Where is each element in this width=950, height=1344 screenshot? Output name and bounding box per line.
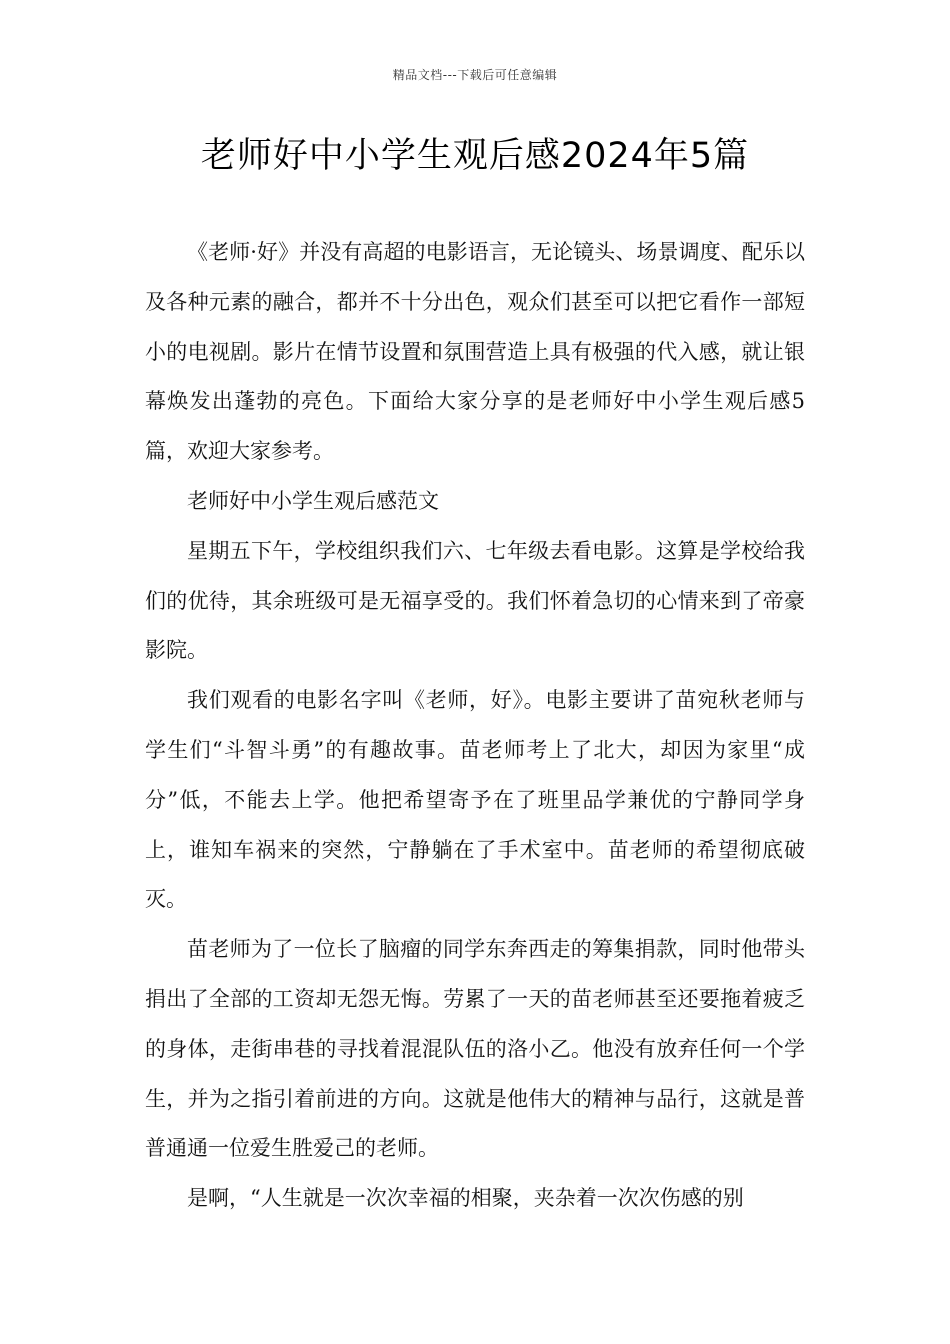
paragraph: 星期五下午，学校组织我们六、七年级去看电影。这算是学校给我们的优待，其余班级可是无福享受的。我们怀着急切的心情来到了帝豪影院。 <box>145 538 805 663</box>
paragraph: 苗老师为了一位长了脑瘤的同学东奔西走的筹集捐款，同时他带头捐出了全部的工资却无怨无悔。劳累了一天的苗老师甚至还要拖着疲乏的身体，走街串巷的寻找着混混队伍的洛小乙。他没有放弃任何一个学生，并为之指引着前进的方向。这就是他伟大的精神与品行，这就是普普通通一位爱生胜爱己的老师。 <box>145 937 805 1161</box>
paragraph: 我们观看的电影名字叫《老师，好》。电影主要讲了苗宛秋老师与学生们“斗智斗勇”的有趣故事。苗老师考上了北大，却因为家里“成分”低，不能去上学。他把希望寄予在了班里品学兼优的宁静同学身上，谁知车祸来的突然，宁静躺在了手术室中。苗老师的希望彻底破灭。 <box>145 688 805 912</box>
document-body <box>145 228 805 1224</box>
paragraph-intro: 《老师·好》并没有高超的电影语言，无论镜头、场景调度、配乐以及各种元素的融合，都并不十分出色，观众们甚至可以把它看作一部短小的电视剧。影片在情节设置和氛围营造上具有极强的代入感，就让银幕焕发出蓬勃的亮色。下面给大家分享的是老师好中小学生观后感5篇，欢迎大家参考。 <box>145 240 805 464</box>
section-heading: 老师好中小学生观后感范文 <box>187 488 439 513</box>
paragraph: 是啊，“人生就是一次次幸福的相聚，夹杂着一次次伤感的别 <box>187 1186 744 1211</box>
header-note: 精品文档---下载后可任意编辑 <box>392 68 558 82</box>
document-title: 老师好中小学生观后感2024年5篇 <box>200 136 750 176</box>
